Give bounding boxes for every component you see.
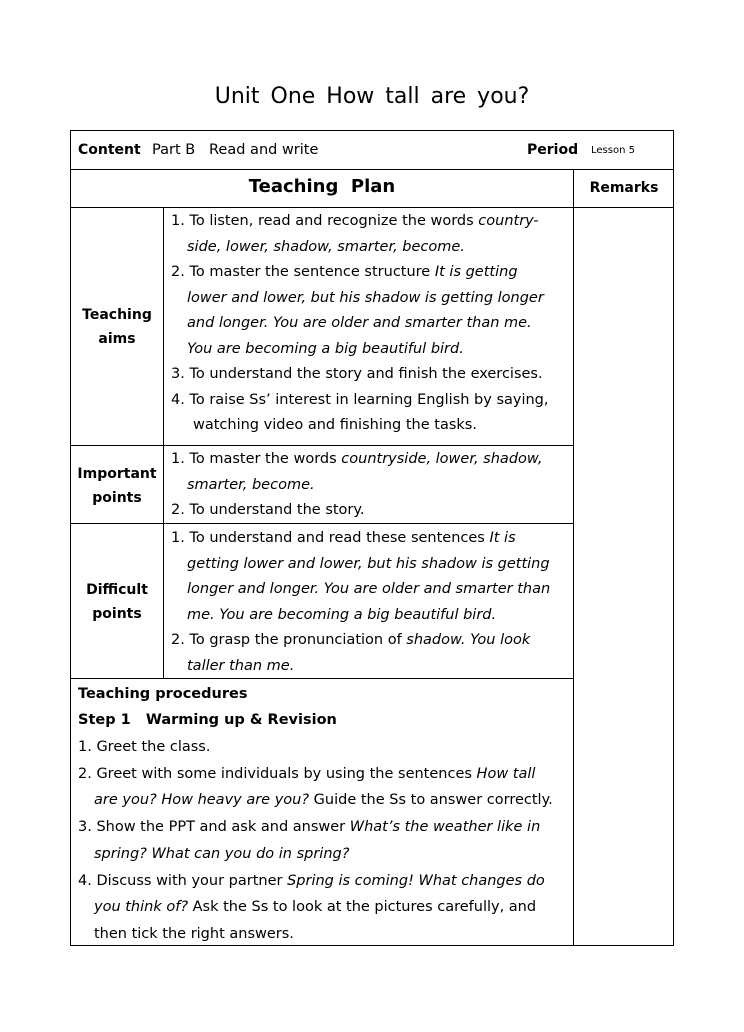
procedure-line: spring? What can you do in spring? xyxy=(94,846,350,862)
procedures-heading: Teaching procedures xyxy=(78,686,248,702)
aim-line: side, lower, shadow, smarter, become. xyxy=(187,238,465,255)
aim-line: and longer. You are older and smarter than me. xyxy=(187,315,532,331)
procedure-line: then tick the right answers. xyxy=(94,926,294,942)
difficult-line: 2. To grasp the pronunciation of shadow. You look xyxy=(171,632,531,648)
teaching-aims-label: Teaching aims xyxy=(82,307,152,347)
aim-line: watching video and finishing the tasks. xyxy=(193,417,477,433)
important-points-label: Important points xyxy=(77,466,157,506)
aim-line: 4. To raise Ss’ interest in learning English by saying, xyxy=(171,391,549,408)
table-border-top xyxy=(70,130,674,131)
row-divider xyxy=(70,207,674,208)
row-divider xyxy=(70,678,574,679)
aim-line: lower and lower, but his shadow is getting longer xyxy=(187,289,544,306)
remarks-column-divider xyxy=(573,169,574,946)
difficult-line: taller than me. xyxy=(187,657,295,674)
lesson-plan-table xyxy=(70,130,674,946)
difficult-line: getting lower and lower, but his shadow is getting xyxy=(187,555,550,572)
aim-line: 1. To listen, read and recognize the words country- xyxy=(171,213,539,229)
procedure-line: you think of? Ask the Ss to look at the pictures carefully, and xyxy=(94,899,537,915)
table-border-right xyxy=(673,130,674,946)
difficult-line: 1. To understand and read these sentences It is xyxy=(171,530,516,546)
aim-line: You are becoming a big beautiful bird. xyxy=(187,340,464,357)
procedure-line: 2. Greet with some individuals by using the sentences How tall xyxy=(78,766,536,782)
step-1-heading: Step 1 Warming up & Revision xyxy=(78,712,337,728)
procedure-line: are you? How heavy are you? Guide the Ss to answer correctly. xyxy=(94,792,553,808)
document-title: Unit One How tall are you? xyxy=(214,84,530,109)
difficult-line: me. You are becoming a big beautiful bird. xyxy=(187,606,497,623)
remarks-label: Remarks xyxy=(589,180,659,196)
important-line: 1. To master the words countryside, lower, shadow, xyxy=(171,451,543,467)
row-divider xyxy=(70,169,674,170)
aim-line: 2. To master the sentence structure It is getting xyxy=(171,264,518,280)
table-border-left xyxy=(70,130,71,946)
important-line: smarter, become. xyxy=(187,476,315,493)
procedure-line: 4. Discuss with your partner Spring is coming! What changes do xyxy=(78,873,545,889)
row-divider xyxy=(70,445,574,446)
difficult-points-label: Difficult points xyxy=(86,582,148,622)
content-value: Part B Read and write xyxy=(152,142,319,158)
important-line: 2. To understand the story. xyxy=(171,502,365,518)
procedure-line: 3. Show the PPT and ask and answer What’s the weather like in xyxy=(78,819,541,835)
period-value: Lesson 5 xyxy=(591,145,635,156)
content-label: Content xyxy=(78,142,141,158)
difficult-line: longer and longer. You are older and smarter than xyxy=(187,581,551,597)
period-label: Period xyxy=(527,142,579,158)
procedure-line: 1. Greet the class. xyxy=(78,739,211,755)
aim-line: 3. To understand the story and finish the exercises. xyxy=(171,366,543,382)
plan-title: Teaching Plan xyxy=(248,176,396,197)
